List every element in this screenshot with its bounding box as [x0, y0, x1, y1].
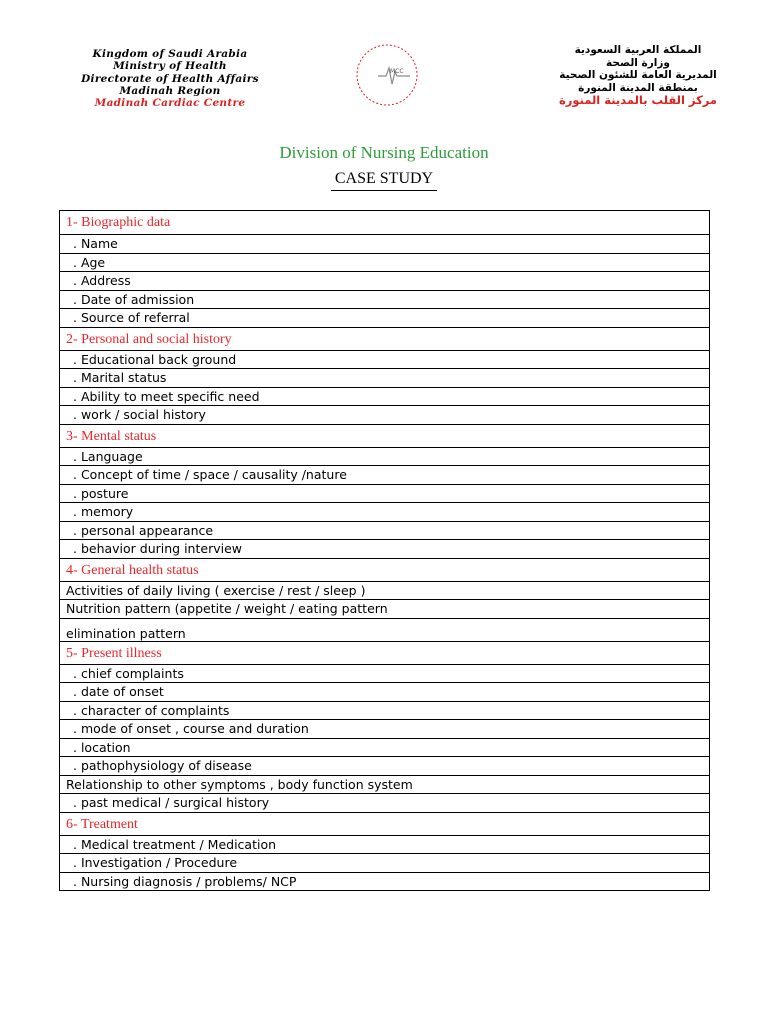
- letterhead-line: وزارة الصحة: [606, 56, 670, 69]
- logo-text: MCC: [390, 68, 404, 75]
- table-row: . posture: [60, 484, 709, 503]
- table-row: Activities of daily living ( exercise / rest / sleep ): [60, 581, 709, 600]
- letterhead-centre-name: Madinah Cardiac Centre: [94, 97, 246, 110]
- table-row: . work / social history: [60, 405, 709, 424]
- table-row: . character of complaints: [60, 701, 709, 720]
- table-row: . Educational back ground: [60, 350, 709, 369]
- table-row: elimination pattern: [60, 618, 709, 641]
- document-subtitle: [0, 170, 768, 191]
- table-row: . Ability to meet specific need: [60, 387, 709, 406]
- table-row: . Medical treatment / Medication: [60, 835, 709, 854]
- table-row: . behavior during interview: [60, 539, 709, 558]
- cardiac-centre-logo: [354, 42, 420, 108]
- letterhead-arabic: [548, 44, 728, 107]
- letterhead-line: Madinah Region: [119, 84, 221, 97]
- case-study-label: CASE STUDY: [331, 170, 437, 191]
- division-title: Division of Nursing Education: [279, 143, 489, 162]
- table-row: . Date of admission: [60, 290, 709, 309]
- table-row: . Marital status: [60, 368, 709, 387]
- case-study-table: [59, 210, 710, 891]
- table-row: . date of onset: [60, 682, 709, 701]
- section-header-biographic: 1- Biographic data: [66, 215, 171, 230]
- table-row: . mode of onset , course and duration: [60, 719, 709, 738]
- table-row: . Age: [60, 253, 709, 272]
- table-row: . location: [60, 738, 709, 757]
- section-header-mental-status: 3- Mental status: [60, 424, 709, 447]
- letterhead-line: المديرية العامة للشئون الصحية: [559, 69, 717, 82]
- letterhead-line: المملكة العربية السعودية: [574, 44, 702, 56]
- table-row: . Address: [60, 271, 709, 290]
- table-row: . personal appearance: [60, 521, 709, 540]
- table-row: Relationship to other symptoms , body function system: [60, 775, 709, 794]
- letterhead-line: Ministry of Health: [113, 60, 227, 73]
- table-row: . past medical / surgical history: [60, 793, 709, 812]
- letterhead-line: Directorate of Health Affairs: [81, 72, 259, 85]
- table-row: . pathophysiology of disease: [60, 756, 709, 775]
- table-row: . Nursing diagnosis / problems/ NCP: [60, 872, 709, 891]
- letterhead-line: Kingdom of Saudi Arabia: [92, 48, 248, 60]
- letterhead-english: [70, 48, 270, 109]
- table-row: . chief complaints: [60, 664, 709, 683]
- table-row: . Language: [60, 447, 709, 466]
- letterhead: [0, 0, 768, 120]
- section-header-treatment: 6- Treatment: [60, 812, 709, 835]
- table-row: . memory: [60, 502, 709, 521]
- section-header-present-illness: 5- Present illness: [60, 641, 709, 664]
- letterhead-line: بمنطقة المدينة المنورة: [578, 81, 698, 94]
- table-row: . Investigation / Procedure: [60, 853, 709, 872]
- section-header-personal-social: 2- Personal and social history: [60, 327, 709, 350]
- table-row: Nutrition pattern (appetite / weight / eating pattern: [60, 599, 709, 618]
- table-row: . Concept of time / space / causality /nature: [60, 465, 709, 484]
- letterhead-centre-name-arabic: مركز القلب بالمدينة المنورة: [558, 93, 718, 108]
- table-row: . Source of referral: [60, 308, 709, 327]
- section-header-general-health: 4- General health status: [60, 558, 709, 581]
- table-row: . Name: [60, 234, 709, 253]
- logo-crescent: [362, 50, 387, 100]
